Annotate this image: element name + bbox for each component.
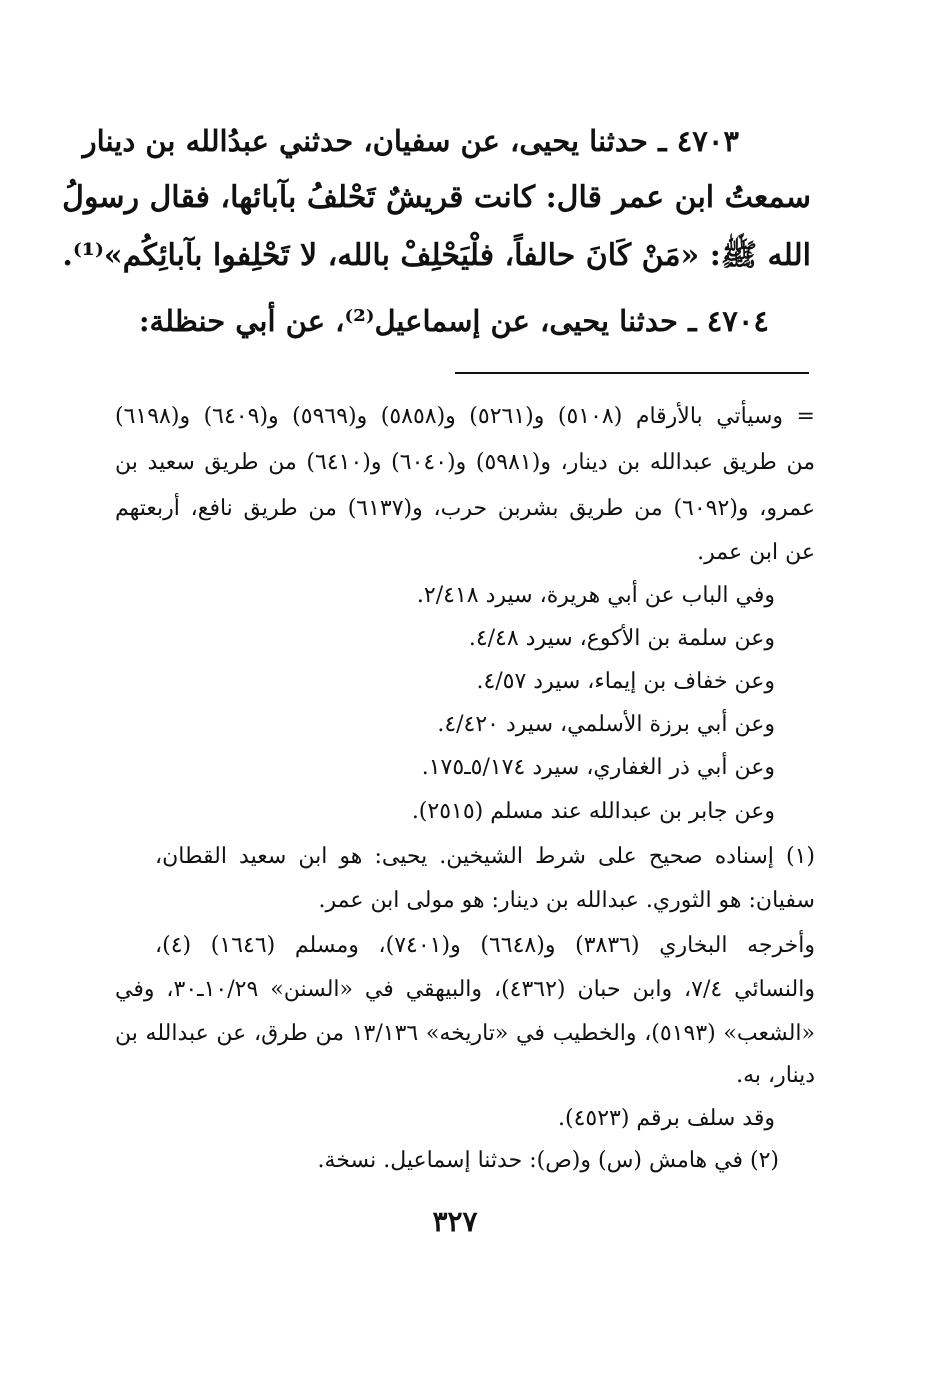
hadith-4703-line-1: ٤٧٠٣ ـ حدثنا يحيى، عن سفيان، حدثني عبدُالله بن دينار: [82, 124, 739, 158]
bab-line-6: وعن جابر بن عبدالله عند مسلم (٢٥١٥).: [411, 799, 775, 824]
hadith-4703-line-2: سمعتُ ابن عمر قال: كانت قريشٌ تَحْلفُ بآبائها، فقال رسولُ: [62, 180, 811, 215]
hadith-4704-line-1: ٤٧٠٤ ـ حدثنا يحيى، عن إسماعيل⁽²⁾، عن أبي حنظلة:: [138, 304, 769, 338]
takhrij-line-2: والنسائي ٧/٤، وابن حبان (٤٣٦٢)، والبيهقي في «السنن» ١٠/٢٩ـ٣٠، وفي: [115, 977, 815, 1002]
footnote-2-line: (٢) في هامش (س) و(ص): حدثنا إسماعيل. نسخة.: [317, 1148, 779, 1173]
hadith-4703-line-3: الله ﷺ: «مَنْ كَانَ حالفاً، فلْيَحْلِفْ بالله، لا تَحْلِفوا بآبائِكُم»⁽¹⁾.: [62, 238, 811, 273]
takhrij-line-3: «الشعب» (٥١٩٣)، والخطيب في «تاريخه» ١٣/١٣٦ من طرق، عن عبدالله بن: [115, 1021, 815, 1046]
footnote-1-line-2: سفيان: هو الثوري. عبدالله بن دينار: هو مولى ابن عمر.: [318, 888, 815, 913]
takhrij-line-1: وأخرجه البخاري (٣٨٣٦) و(٦٦٤٨) و(٧٤٠١)، ومسلم (١٦٤٦) (٤)،: [155, 933, 815, 958]
footnote-continuation-line-1: = وسيأتي بالأرقام (٥١٠٨) و(٥٢٦١) و(٥٨٥٨) و(٥٩٦٩) و(٦٤٠٩) و(٦١٩٨): [115, 404, 815, 429]
page-number: ٣٢٧: [432, 1205, 478, 1238]
salaf-line: وقد سلف برقم (٤٥٢٣).: [557, 1106, 775, 1131]
bab-line-3: وعن خفاف بن إيماء، سيرد ٤/٥٧.: [476, 669, 775, 694]
takhrij-line-4: دينار، به.: [736, 1063, 815, 1088]
footnote-continuation-line-4: عن ابن عمر.: [697, 540, 815, 565]
bab-line-4: وعن أبي برزة الأسلمي، سيرد ٤/٤٢٠.: [437, 712, 775, 737]
footnote-1-line-1: (١) إسناده صحيح على شرط الشيخين. يحيى: هو ابن سعيد القطان،: [155, 844, 815, 869]
footnote-continuation-line-2: من طريق عبدالله بن دينار، و(٥٩٨١) و(٦٠٤٠) و(٦٤١٠) من طريق سعيد بن: [115, 450, 816, 475]
footnote-divider: [455, 372, 809, 374]
bab-line-5: وعن أبي ذر الغفاري، سيرد ٥/١٧٤ـ١٧٥.: [421, 755, 775, 780]
bab-line-2: وعن سلمة بن الأكوع، سيرد ٤/٤٨.: [468, 626, 775, 651]
bab-line-1: وفي الباب عن أبي هريرة، سيرد ٢/٤١٨.: [416, 583, 775, 608]
footnote-continuation-line-3: عمرو، و(٦٠٩٢) من طريق بشربن حرب، و(٦١٣٧) من طريق نافع، أربعتهم: [115, 496, 815, 521]
